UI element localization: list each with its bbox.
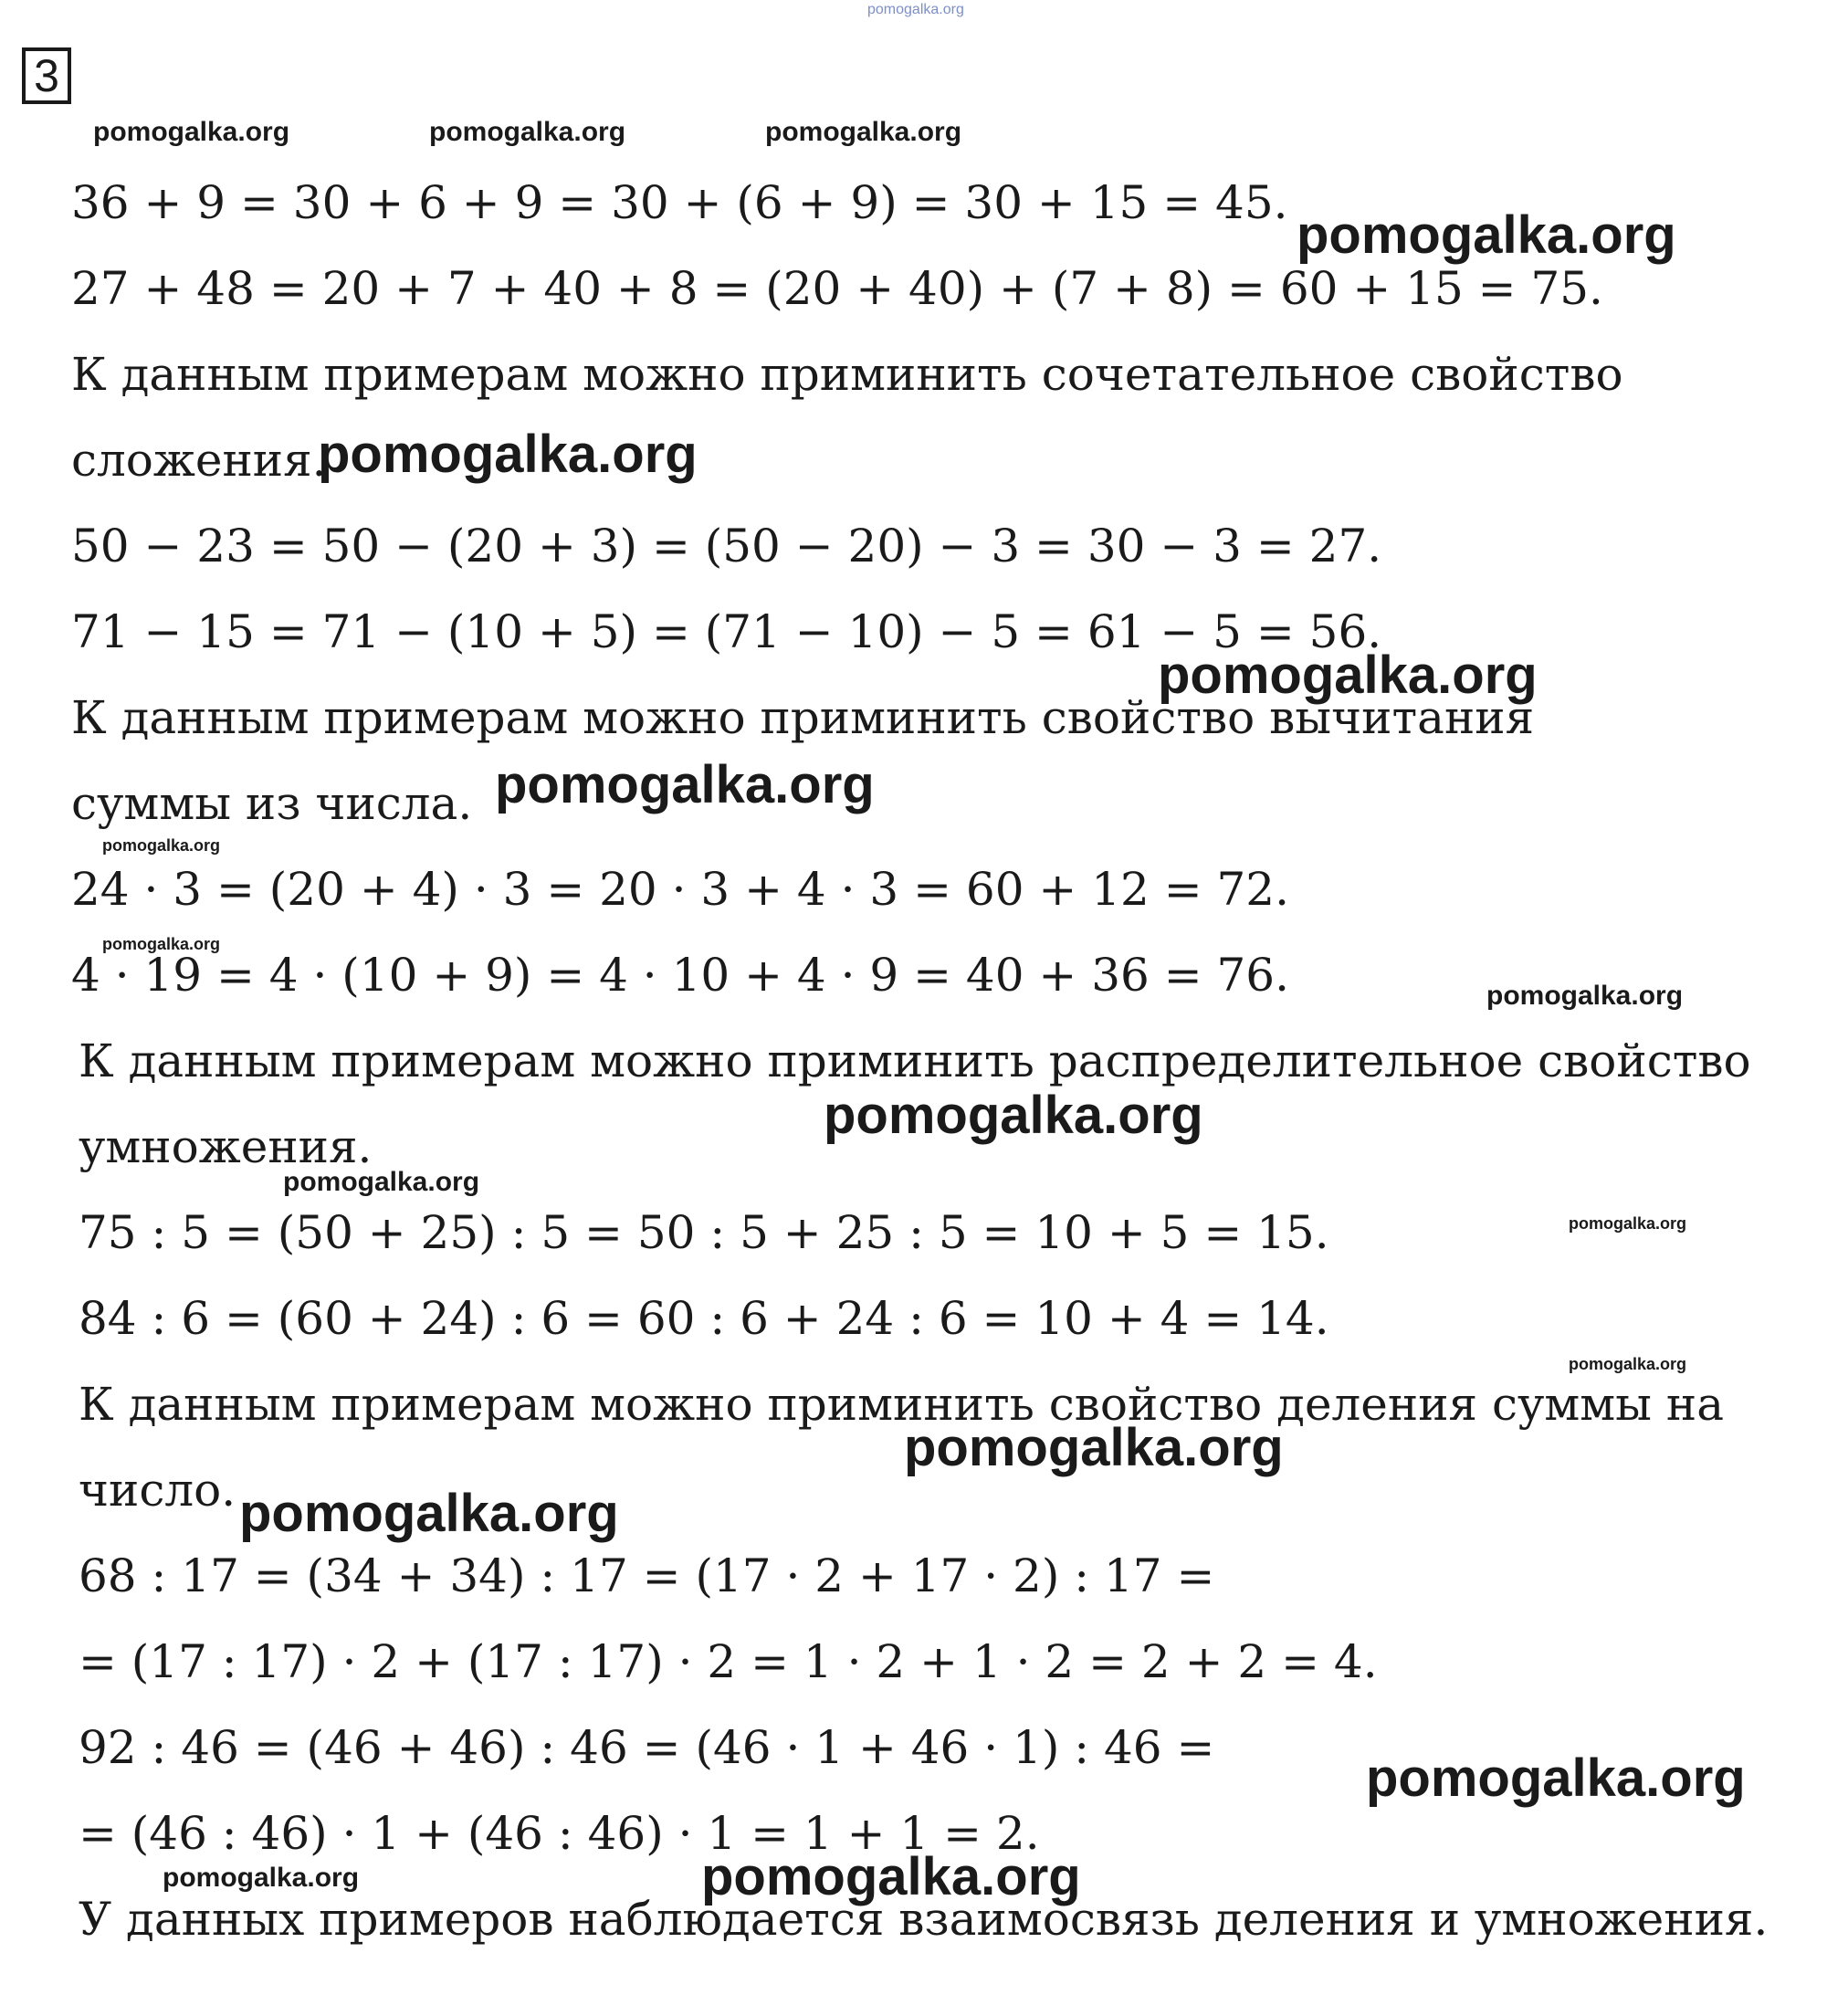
watermark: pomogalka.org bbox=[824, 1086, 1203, 1145]
equation-line: 50 − 23 = 50 − (20 + 3) = (50 − 20) − 3 = 30 − 3 = 27. bbox=[71, 520, 1382, 572]
watermark: pomogalka.org bbox=[102, 836, 221, 855]
text-line: сложения. bbox=[71, 434, 327, 487]
watermark: pomogalka.org bbox=[93, 117, 290, 147]
watermark: pomogalka.org bbox=[283, 1167, 480, 1197]
equation-line: = (17 : 17) · 2 + (17 : 17) · 2 = 1 · 2 + 1 · 2 = 2 + 2 = 4. bbox=[79, 1635, 1378, 1688]
text-line: умножения. bbox=[79, 1120, 373, 1173]
watermark: pomogalka.org bbox=[318, 425, 698, 484]
watermark: pomogalka.org bbox=[495, 755, 875, 814]
equation-line: 24 · 3 = (20 + 4) · 3 = 20 · 3 + 4 · 3 = 60 + 12 = 72. bbox=[71, 863, 1290, 916]
watermark: pomogalka.org bbox=[1569, 1214, 1687, 1233]
text-line: К данным примерам можно приминить распределительное свойство bbox=[79, 1034, 1751, 1087]
watermark: pomogalka.org bbox=[1366, 1748, 1746, 1808]
watermark: pomogalka.org bbox=[102, 935, 221, 953]
equation-line: = (46 : 46) · 1 + (46 : 46) · 1 = 1 + 1 = 2. bbox=[79, 1807, 1040, 1860]
text-line: К данным примерам можно приминить свойство вычитания bbox=[71, 691, 1535, 744]
equation-line: 36 + 9 = 30 + 6 + 9 = 30 + (6 + 9) = 30 + 15 = 45. bbox=[71, 176, 1288, 229]
watermark: pomogalka.org bbox=[765, 117, 962, 147]
text-line: число. bbox=[79, 1464, 236, 1517]
watermark: pomogalka.org bbox=[904, 1418, 1284, 1477]
text-line: У данных примеров наблюдается взаимосвязь деления и умножения. bbox=[79, 1893, 1769, 1946]
watermark: pomogalka.org bbox=[239, 1484, 619, 1543]
watermark: pomogalka.org bbox=[1486, 981, 1684, 1011]
equation-line: 75 : 5 = (50 + 25) : 5 = 50 : 5 + 25 : 5 = 10 + 5 = 15. bbox=[79, 1206, 1329, 1259]
equation-line: 84 : 6 = (60 + 24) : 6 = 60 : 6 + 24 : 6 = 10 + 4 = 14. bbox=[79, 1292, 1329, 1345]
watermark: pomogalka.org bbox=[1158, 646, 1538, 705]
equation-line: 92 : 46 = (46 + 46) : 46 = (46 · 1 + 46 · 1) : 46 = bbox=[79, 1721, 1215, 1774]
text-line: суммы из числа. bbox=[71, 777, 473, 830]
watermark-top: pomogalka.org bbox=[867, 2, 964, 17]
watermark: pomogalka.org bbox=[1569, 1355, 1687, 1373]
task-number-box: 3 bbox=[22, 47, 71, 104]
text-line: К данным примерам можно приминить сочетательное свойство bbox=[71, 348, 1623, 401]
watermark: pomogalka.org bbox=[1297, 205, 1676, 265]
watermark: pomogalka.org bbox=[429, 117, 626, 147]
equation-line: 71 − 15 = 71 − (10 + 5) = (71 − 10) − 5 = 61 − 5 = 56. bbox=[71, 605, 1382, 658]
equation-line: 27 + 48 = 20 + 7 + 40 + 8 = (20 + 40) + (7 + 8) = 60 + 15 = 75. bbox=[71, 262, 1603, 315]
equation-line: 68 : 17 = (34 + 34) : 17 = (17 · 2 + 17 · 2) : 17 = bbox=[79, 1549, 1215, 1602]
text-line: К данным примерам можно приминить свойство деления суммы на bbox=[79, 1378, 1725, 1431]
watermark: pomogalka.org bbox=[701, 1847, 1081, 1906]
equation-line: 4 · 19 = 4 · (10 + 9) = 4 · 10 + 4 · 9 = 40 + 36 = 76. bbox=[71, 949, 1290, 1002]
watermark: pomogalka.org bbox=[163, 1863, 360, 1893]
